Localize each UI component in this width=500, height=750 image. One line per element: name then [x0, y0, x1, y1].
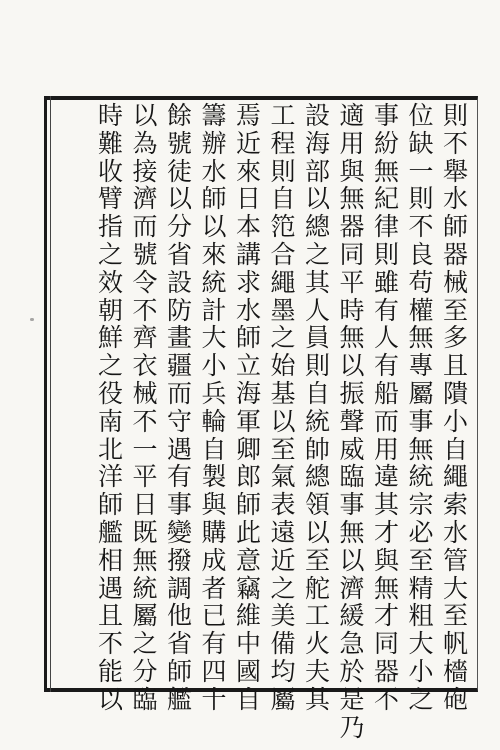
text-column-1 [439, 101, 472, 714]
column-text: 設海部以總之其人員則自統帥總領以至舵工火夫其 [304, 101, 330, 714]
column-text: 位缺一則不良苟權無專屬事無統宗必至精粗大小之 [408, 101, 434, 714]
text-column-9 [163, 101, 196, 714]
column-text: 餘號徒以分省設防畫疆而守遇有事變撥調他省師艦 [166, 101, 192, 714]
text-column-6 [267, 101, 300, 714]
text-column-11 [94, 101, 127, 714]
column-text: 適用與無器同平時無以振聲威臨事無以濟緩急於是乃 [339, 101, 365, 742]
column-text: 事紛無紀律則雖有人有船而用違其才與無才同器不 [373, 101, 399, 714]
column-text: 工程則自笵合繩墨之始基以至氣表遠近之美備均屬 [270, 101, 296, 714]
inner-border-line [50, 96, 51, 692]
text-column-5 [301, 101, 334, 714]
column-text: 則不舉水師器械至多且隤小自繩索水管大至帆檣砲 [442, 101, 468, 714]
column-text: 時難收臂指之效朝鮮之役南北洋師艦相遇且不能以 [97, 101, 123, 714]
text-column-2 [405, 101, 438, 714]
text-column-3 [370, 101, 403, 714]
text-column-4 [336, 101, 369, 742]
column-text: 籌辦水師以來統計大小兵輪自製與購成者已有四十 [201, 101, 227, 714]
column-text: 以為接濟而號令不齊衣械不一平日既無統屬之分臨 [132, 101, 158, 714]
ink-smudge [30, 318, 34, 321]
text-column-8 [198, 101, 231, 714]
text-column-7 [232, 101, 265, 714]
text-column-10 [129, 101, 162, 714]
column-text: 焉近來日本講求水師立海軍卿郎師此意竊維中國自 [235, 101, 261, 714]
text-columns [52, 101, 472, 742]
